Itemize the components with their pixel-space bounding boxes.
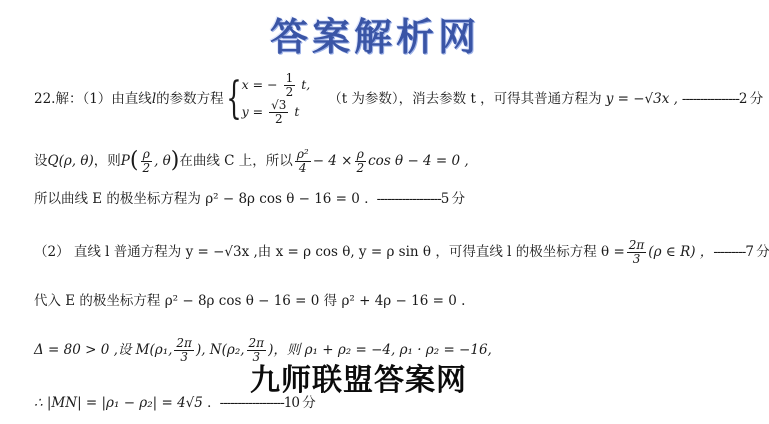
polar-equation-E: 所以曲线 E 的极坐标方程为 ρ² − 8ρ cos θ − 16 = 0 [34,191,360,207]
solution-part1-line [34,62,762,136]
p-frac: $\frac{\rho}{2}$ [142,146,151,175]
score-2: ----------------2 分 [681,91,763,107]
system-brace: { [225,73,242,124]
solution-part2-line1: （2） 直线 l 普通方程为 y = −√3x ,由 x = ρ cos θ, y = ρ sin θ ，可得直线 l 的极坐标方程 θ = $\frac{2\pi}{3}$ (ρ ∈ R) ， ---------7 分 [34,237,769,266]
text-let: 设 [34,153,48,169]
ordinary-equation: y = −√3x , [605,91,678,107]
solution-part1-line2: 设 Q(ρ, θ) ，则 P ( $\frac{\rho}{2}$ , θ ) 在曲线 C 上，所以 $\frac{\text{ρ²}}{4}$ − 4 × $\frac{\rho}{2}$ cos θ − 4 = 0 , [34,146,469,175]
solution-part2-line4 [34,394,315,412]
line-l-symbol: l [151,91,157,107]
rho-half-frac: $\frac{\rho}{2}$ [356,146,365,175]
score-7: ---------7 分 [713,244,769,260]
score-5: ．------------------5 分 [364,191,465,207]
part2-text: （2） 直线 l 普通方程为 y = −√3x ,由 x = ρ cos θ, y = ρ sin θ ，可得直线 l 的极坐标方程 θ = [34,244,625,260]
solution-part1-line3 [34,190,464,208]
theta-frac: $\frac{2\pi}{3}$ [628,237,645,266]
text-then: ，则 [93,153,121,169]
rho-sq-frac: $\frac{\text{ρ²}}{4}$ [296,146,309,175]
mn-length: ∴ |MN| = |ρ₁ − ρ₂| = 4√5 [34,395,203,411]
param-eq-y: y = $\frac{√3}{2}$ t [241,98,300,126]
text-on-curve: 在曲线 C 上，所以 [179,153,293,169]
solution-part2-line2 [34,292,465,310]
point-p: P [120,153,130,169]
m-angle-frac: $\frac{2\pi}{3}$ [176,335,192,364]
watermark-answer-site: 答案解析网 [269,15,480,59]
part1-mid: 的参数方程 [156,91,224,107]
solution-part2-line3: Δ = 80 > 0 ,设 M(ρ₁, $\frac{2\pi}{3}$ ), N(ρ₂, $\frac{2\pi}{3}$ )，则 ρ₁ + ρ₂ = −4, ρ₁ · ρ₂ = −16, [34,335,492,364]
param-note: （t 为参数），消去参数 t ，可得其普通方程为 [328,91,602,107]
parametric-system [242,72,311,126]
param-eq-x: x = − $\frac{1}{2}$ t, [241,71,311,99]
watermark-brand: 九师联盟答案网 [250,363,467,398]
substitution-text: 代入 E 的极坐标方程 ρ² − 8ρ cos θ − 16 = 0 得 ρ² + 4ρ − 16 = 0 . [34,293,466,309]
n-angle-frac: $\frac{2\pi}{3}$ [248,335,265,364]
score-10: ．------------------10 分 [207,395,315,411]
point-q: Q(ρ, θ) [47,153,94,169]
part1-prefix: 22.解：（1）由直线 [34,91,152,107]
